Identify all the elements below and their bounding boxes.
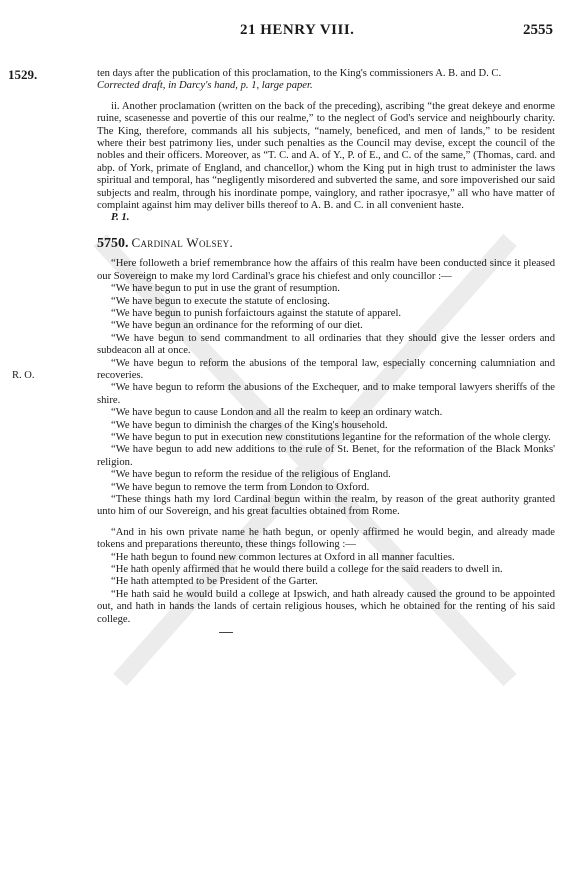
entry-heading — [97, 234, 555, 251]
running-header — [0, 22, 567, 42]
list-item: “He hath begun to found new common lectures at Oxford in all manner faculties. — [111, 551, 455, 563]
entry-intro: “Here followeth a brief remembrance how the affairs of this realm have been conducted since it pleased our Sovereign to make my lord Cardinal's grace his chiefest and only councillor :— — [97, 258, 555, 282]
list-item: “He hath openly affirmed that he would there build a college for the said readers to dwell in. — [111, 564, 503, 576]
list-item: “We have begun to remove the term from London to Oxford. — [111, 481, 370, 493]
list-item: “We have begun to send commandment to all ordinaries that they should give the lesser orders and subdeacon all at once. — [97, 332, 555, 357]
private-intro: “And in his own private name he hath begun, or openly affirmed he would begin, and already made tokens and preparations thereunto, these things following :— — [97, 526, 555, 551]
list-item: “We have begun to put in use the grant of resumption. — [111, 283, 340, 295]
prev-entry-note: Corrected draft, in Darcy's hand, p. 1, large paper. — [97, 80, 313, 92]
list-item: “We have begun to reform the residue of the religious of England. — [111, 469, 391, 481]
running-title: 21 HENRY VIII. — [240, 22, 355, 38]
entry-title: Cardinal Wolsey. — [131, 234, 234, 250]
prev-entry-pages: P. 1. — [111, 212, 130, 224]
list-item: “These things hath my lord Cardinal begun within the realm, by reason of the great authority granted unto him of our Sovereign, and his great faculties obtained from Rome. — [97, 494, 555, 518]
list-item: “We have begun to reform the abusions of the temporal law, especially concerning calumniation and recoveries. — [97, 357, 555, 381]
list-item: “We have begun to add new additions to the rule of St. Benet, for the reformation of the Black Monks' religion. — [97, 444, 555, 468]
page-number: 2555 — [523, 22, 553, 38]
list-item: “He hath attempted to be President of the Garter. — [111, 576, 318, 588]
prev-entry-ii: ii. Another proclamation (written on the back of the preceding), ascribing “the great dekeye and enorme ruine, scasenesse and povertie of this our realme,” to the neglect of God's service and neighbourly charity. The King, therefore, commands all his subjects, “namely, beneficed, and men of lands,” to be resident where their best patrimony lies, under such penalties as the Council may devise, except the council of the nobles and their officers. Moreover, as “T. C. and A. of Y., P. of E., and C. of the same,” (Thomas, card. and abp. of York, primate of England, and chancellor,) whom the King put in high trust to administer the laws spiritual and temporal, has “negligently misordered and subverted the same, and sore impoverished our said subjects and realm, through his inordinate pompe, vainglory, and rather ipocrasye,” all who have matter of complaint against him may deliver bills thereof to A. B. and C. in all convenient haste. — [97, 100, 555, 212]
list-item: “We have begun an ordinance for the reforming of our diet. — [111, 320, 363, 332]
entry-number: 5750. — [97, 235, 129, 251]
list-item: “We have begun to cause London and all the realm to keep an ordinary watch. — [111, 407, 443, 419]
list-item: “We have begun to execute the statute of enclosing. — [111, 295, 330, 307]
list-item: “We have begun to punish forfaictours against the statute of apparel. — [111, 307, 402, 319]
list-item: “We have begun to reform the abusions of the Exchequer, and to make temporal lawyers sheriffs of the shire. — [97, 382, 555, 406]
prev-entry-text: ten days after the publication of this proclamation, to the King's commissioners A. B. and D. C. — [97, 68, 502, 79]
list-item: “We have begun to diminish the charges of the King's household. — [111, 419, 388, 431]
section-divider — [219, 632, 233, 633]
margin-reference: R. O. — [12, 370, 35, 381]
list-item: “We have begun to put in execution new constitutions legantine for the reformation of the whole clergy. — [111, 431, 551, 443]
margin-year: 1529. — [8, 67, 38, 82]
body-text — [97, 68, 555, 633]
list-item: “He hath said he would build a college at Ipswich, and hath already caused the ground to be appointed out, and hath in hands the lands of certain religious houses, which he obtained for the renting of his said college. — [97, 588, 555, 625]
